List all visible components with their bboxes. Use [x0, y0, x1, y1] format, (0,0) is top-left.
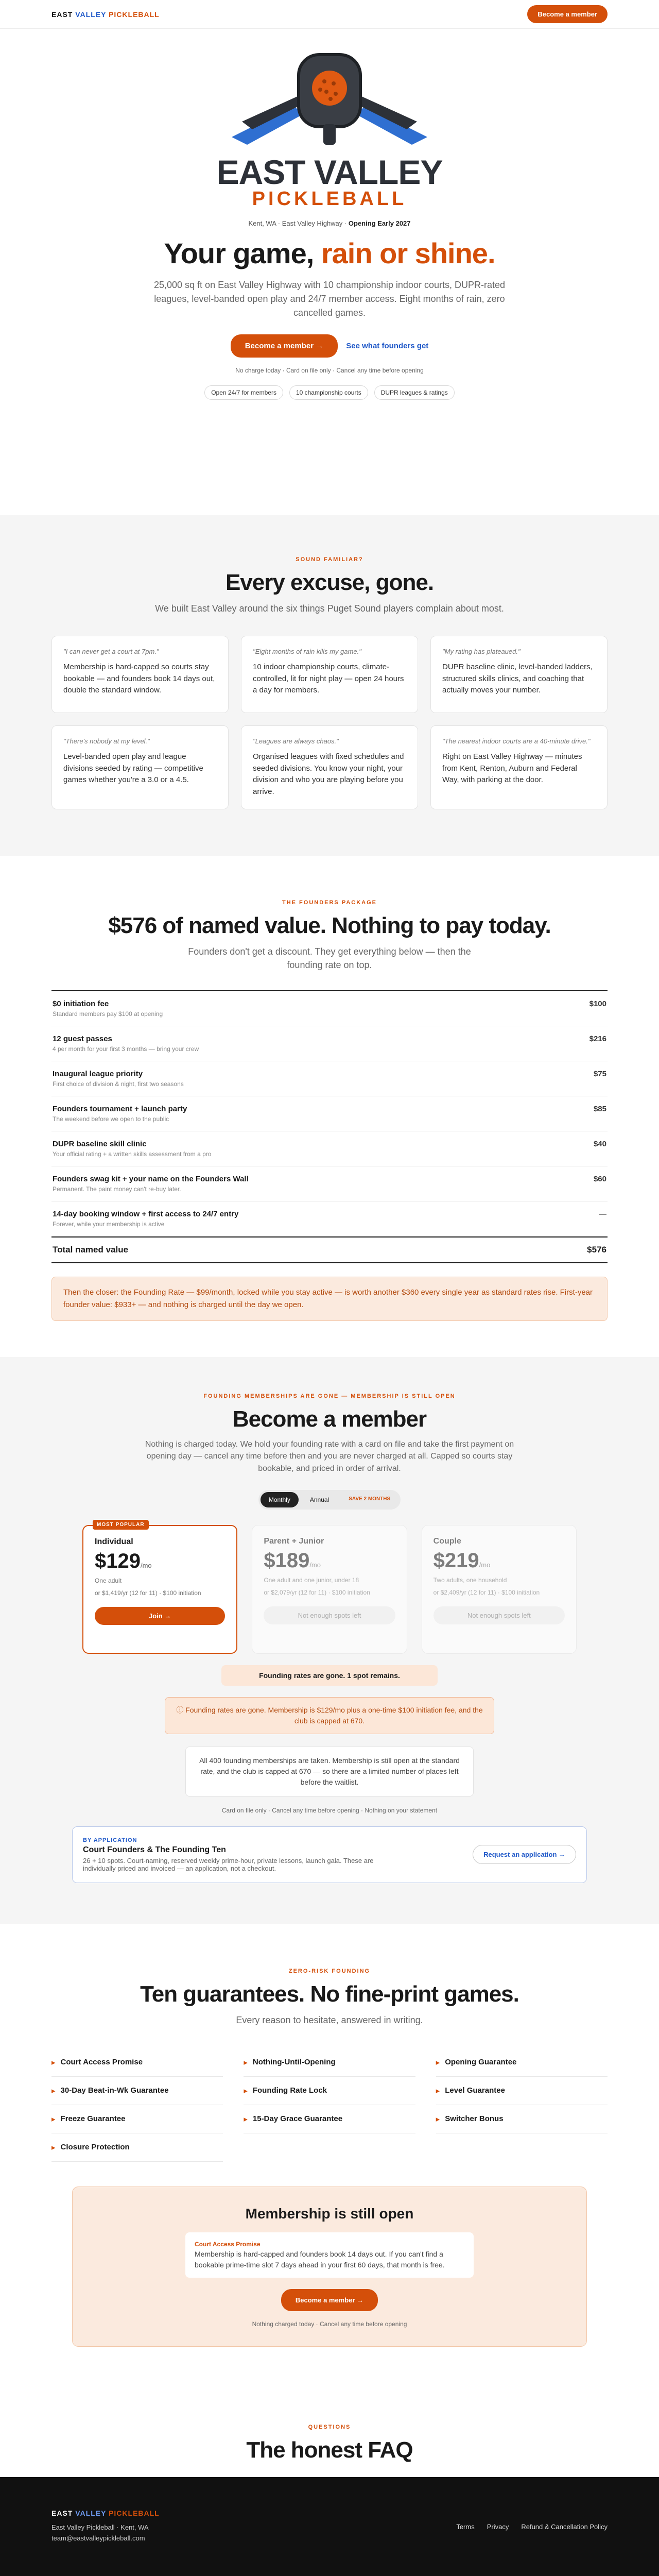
rates-warning [165, 1697, 494, 1734]
promise-text: Membership is hard-capped and founders book 14 days out. If you can't find a bookable prime-time slot 7 days ahead in your first 60 days, that month is free. [195, 2249, 445, 2269]
pain-quote: "The nearest indoor courts are a 40-minute drive." [442, 737, 591, 745]
table-row [51, 1201, 608, 1236]
plan-desc: One adult [95, 1577, 122, 1584]
guarantees-title: Ten guarantees. No fine-print games. [140, 1981, 519, 2007]
paddle-logo-icon [201, 49, 458, 152]
toggle-annual[interactable]: Annual [309, 1496, 330, 1503]
pill-courts: 10 championship courts [289, 385, 368, 400]
row-value: $40 [593, 1140, 606, 1149]
hero-meta: Kent, WA · East Valley Highway · Opening Early 2027 [248, 219, 411, 227]
brand-word-pickleball: PICKLEBALL [109, 2509, 160, 2518]
guarantee-item[interactable]: ▸ Opening Guarantee [436, 2048, 608, 2077]
pain-card [51, 636, 229, 713]
guarantee-item[interactable]: ▸ Closure Protection [51, 2133, 223, 2162]
top-nav [0, 0, 659, 29]
row-desc: First choice of division & night, first two seasons [53, 1080, 184, 1088]
pain-card [430, 725, 608, 809]
faq-title: The honest FAQ [246, 2437, 413, 2463]
plan-detail: or $1,419/yr (12 for 11) · $100 initiation [95, 1589, 201, 1597]
most-popular-badge: MOST POPULAR [93, 1520, 149, 1530]
total-label: Total named value [53, 1245, 129, 1255]
membership-foot: Card on file only · Cancel any time before opening · Nothing on your statement [221, 1806, 438, 1814]
row-value: $216 [589, 1035, 606, 1044]
plan-price: $189 [264, 1549, 310, 1572]
meta-street: East Valley Highway [282, 219, 343, 227]
brand-word-valley: VALLEY [75, 2509, 107, 2518]
table-row [51, 1096, 608, 1131]
pain-section [0, 515, 659, 856]
promise-label: Court Access Promise [195, 2240, 261, 2248]
guarantee-item[interactable]: ▸ Freeze Guarantee [51, 2105, 223, 2133]
row-desc: 4 per month for your first 3 months — bring your crew [53, 1045, 199, 1053]
plan-desc: Two adults, one household [433, 1576, 507, 1584]
pain-answer: Membership is hard-capped so courts stay bookable — and founders book 14 days out, double the standard window. [63, 663, 215, 695]
row-title: 14-day booking window + first access to 24/7 entry [53, 1210, 239, 1219]
hero-reassurance: No charge today · Card on file only · Cancel any time before opening [235, 367, 424, 374]
hero-lead: 25,000 sq ft on East Valley Highway with 10 championship indoor courts, DUPR-rated leagues, level-banded open play and 24/7 member access. Eight months of rain, zero cancelled games. [153, 280, 505, 318]
row-value: $85 [593, 1105, 606, 1114]
guarantees-section [0, 1924, 659, 2383]
row-desc: Your official rating + a written skills assessment from a pro [53, 1150, 212, 1158]
pill-dupr: DUPR leagues & ratings [374, 385, 455, 400]
row-title: DUPR baseline skill clinic [53, 1140, 147, 1149]
plan-card-parent-junior [252, 1525, 407, 1654]
pain-eyebrow: SOUND FAMILIAR? [296, 556, 363, 563]
application-card [72, 1826, 587, 1883]
table-total [51, 1236, 608, 1263]
see-founders-link[interactable]: See what founders get [346, 342, 429, 350]
guarantee-foot: Nothing charged today · Cancel any time before opening [252, 2320, 407, 2328]
info-icon: ⓘ [176, 1705, 186, 1714]
logo-subtitle: PICKLEBALL [252, 188, 407, 210]
row-desc: Forever, while your membership is active [53, 1221, 165, 1228]
row-value: $60 [593, 1175, 606, 1184]
guarantee-item[interactable]: ▸ Switcher Bonus [436, 2105, 608, 2133]
plan-card-couple [422, 1525, 577, 1654]
row-desc: Permanent. The paint money can't re-buy later. [53, 1185, 181, 1193]
apply-label: BY APPLICATION [83, 1837, 137, 1843]
logo-wordmark: EAST VALLEY [216, 153, 443, 191]
row-title: Founders tournament + launch party [53, 1105, 187, 1114]
row-title: $0 initiation fee [53, 999, 109, 1009]
closer-note: Then the closer: the Founding Rate — $99/month, locked while you stay active — is worth another $360 every single year as standard rates rise. First-year founder value: $933+ — and nothing is charged until the day we open. [51, 1277, 608, 1321]
plan-card-individual[interactable] [82, 1521, 237, 1654]
guarantee-item[interactable]: ▸ Court Access Promise [51, 2048, 223, 2077]
membership-section [0, 1357, 659, 1924]
row-desc: Standard members pay $100 at opening [53, 1010, 163, 1018]
guarantee-become-member-button[interactable]: Become a member → [281, 2289, 378, 2311]
hero-title-a: Your game, [164, 237, 314, 269]
value-table [51, 990, 608, 1263]
join-individual-button[interactable]: Join → [95, 1607, 225, 1625]
pain-answer: DUPR baseline clinic, level-banded ladders, structured skills clinics, and coaching that actually moves your number. [442, 663, 593, 695]
membership-title: Become a member [232, 1406, 427, 1432]
warning-text: Founding rates are gone. Membership is $129/mo plus a one-time $100 initiation fee, and the club is capped at 670. [185, 1705, 483, 1725]
row-desc: The weekend before we open to the public [53, 1115, 169, 1123]
row-title: 12 guest passes [53, 1035, 112, 1044]
footer-address: East Valley Pickleball · Kent, WA [51, 2523, 149, 2532]
brand-word-valley: VALLEY [75, 10, 107, 19]
membership-sub: Nothing is charged today. We hold your founding rate with a card on file and take the first payment on opening day — cancel any time before then and you are never charged at all. Capped so courts stay bookable, and priced in order of arrival. [145, 1440, 514, 1473]
guarantee-item[interactable]: ▸ Level Guarantee [436, 2077, 608, 2105]
faq-eyebrow: QUESTIONS [308, 2424, 351, 2430]
pain-sub: We built East Valley around the six things Puget Sound players complain about most. [155, 603, 504, 614]
row-value: — [599, 1210, 606, 1219]
plan-price: $219 [433, 1549, 479, 1572]
table-row [51, 1166, 608, 1201]
club-logo [201, 49, 458, 210]
pain-card [241, 636, 418, 713]
plan-price: $129 [95, 1549, 141, 1572]
footer-link-terms[interactable]: Terms [456, 2522, 475, 2531]
table-row [51, 991, 608, 1026]
annual-save-badge: SAVE 2 MONTHS [349, 1496, 391, 1502]
row-value: $75 [593, 1070, 606, 1079]
row-title: Inaugural league priority [53, 1070, 143, 1079]
hero-pills [0, 385, 659, 400]
meta-opening: Opening Early 2027 [348, 219, 411, 227]
apply-desc: 26 + 10 spots. Court-naming, reserved weekly prime-hour, private lessons, launch gala. These are individually priced and invoiced — an application, not a checkout. [83, 1856, 374, 1872]
guarantee-item[interactable]: ▸ 30-Day Beat-in-Wk Guarantee [51, 2077, 223, 2105]
plan-per: /mo [140, 1561, 152, 1569]
hero-title [0, 236, 659, 270]
founders-section [0, 856, 659, 1357]
toggle-monthly[interactable]: Monthly [261, 1492, 299, 1507]
pain-card [430, 636, 608, 713]
pain-quote: "There's nobody at my level." [63, 737, 150, 745]
brand-word-east: EAST [51, 10, 73, 19]
table-row [51, 1026, 608, 1061]
brand-logo[interactable] [51, 10, 160, 19]
nav-become-member-button[interactable]: Become a member [527, 5, 608, 23]
brand-word-east: EAST [51, 2509, 73, 2518]
plan-name: Parent + Junior [264, 1536, 324, 1546]
row-value: $100 [589, 999, 606, 1009]
guarantee-list [51, 2048, 608, 2162]
brand-word-pickleball: PICKLEBALL [109, 10, 160, 19]
pain-answer: Organised leagues with fixed schedules and seeded divisions. You know your night, your division and who you are playing before you arrive. [253, 752, 404, 796]
waitlist-note: All 400 founding memberships are taken. Membership is still open at the standard rate, and the club is capped at 670 — so there are a limited number of places left before the waitlist. [185, 1747, 474, 1797]
guarantees-sub: Every reason to hesitate, answered in writing. [236, 2014, 423, 2025]
footer-brand[interactable] [51, 2509, 160, 2517]
founders-title: $576 of named value. Nothing to pay today. [108, 913, 551, 939]
hero-title-b: rain or shine. [321, 237, 495, 269]
pain-answer: Right on East Valley Highway — minutes from Kent, Renton, Auburn and Federal Way, with parking at the door. [442, 752, 582, 785]
guarantees-eyebrow: ZERO-RISK FOUNDING [288, 1968, 371, 1974]
still-open-box [72, 2187, 587, 2347]
footer-email[interactable]: team@eastvalleypickleball.com [51, 2534, 145, 2542]
pain-card [51, 725, 229, 809]
footer-link-privacy[interactable]: Privacy [487, 2522, 509, 2531]
plan-detail: or $2,079/yr (12 for 11) · $100 initiation [264, 1588, 370, 1596]
guarantee-item[interactable]: ▸ 15-Day Grace Guarantee [244, 2105, 415, 2133]
plan-per: /mo [479, 1561, 491, 1569]
footer-link-refund[interactable]: Refund & Cancellation Policy [521, 2522, 608, 2531]
table-row [51, 1131, 608, 1166]
promise-card [185, 2232, 474, 2278]
guarantee-item[interactable]: ▸ Founding Rate Lock [244, 2077, 415, 2105]
billing-toggle[interactable] [258, 1490, 401, 1510]
pain-card [241, 725, 418, 809]
pain-answer: Level-banded open play and league divisions seeded by rating — competitive games whether you're a 3.0 or a 4.5. [63, 752, 203, 785]
request-application-button[interactable]: Request an application → [473, 1845, 576, 1864]
pain-title: Every excuse, gone. [225, 570, 434, 595]
plan-desc: One adult and one junior, under 18 [264, 1576, 359, 1584]
founders-eyebrow: THE FOUNDERS PACKAGE [282, 900, 377, 906]
meta-location: Kent, WA [248, 219, 276, 227]
sold-out-button: Not enough spots left [433, 1606, 565, 1624]
pain-quote: "I can never get a court at 7pm." [63, 648, 159, 656]
plan-name: Individual [95, 1537, 133, 1546]
hero-become-member-button[interactable]: Become a member → [231, 334, 338, 358]
apply-title: Court Founders & The Founding Ten [83, 1845, 226, 1854]
row-title: Founders swag kit + your name on the Founders Wall [53, 1175, 249, 1184]
guarantee-item[interactable]: ▸ Nothing-Until-Opening [244, 2048, 415, 2077]
site-footer [0, 2477, 659, 2576]
membership-eyebrow: FOUNDING MEMBERSHIPS ARE GONE — MEMBERSHIP IS STILL OPEN [203, 1393, 456, 1400]
founders-sub: Founders don't get a discount. They get everything below — then the founding rate on top. [188, 946, 471, 971]
pain-quote: "My rating has plateaued." [442, 648, 521, 656]
plan-per: /mo [309, 1561, 321, 1569]
still-open-title: Membership is still open [245, 2205, 414, 2222]
hero-section [0, 29, 659, 515]
pill-24-7: Open 24/7 for members [204, 385, 283, 400]
spots-remaining-note: Founding rates are gone. 1 spot remains. [221, 1665, 438, 1686]
pain-quote: "Leagues are always chaos." [253, 737, 339, 745]
table-row [51, 1061, 608, 1096]
sold-out-button: Not enough spots left [264, 1606, 395, 1624]
plan-name: Couple [433, 1536, 461, 1546]
total-value: $576 [587, 1245, 606, 1255]
pain-answer: 10 indoor championship courts, climate-controlled, lit for night play — open 24 hours a day for members. [253, 663, 404, 695]
pain-quote: "Eight months of rain kills my game." [253, 648, 361, 656]
plan-detail: or $2,409/yr (12 for 11) · $100 initiation [433, 1588, 540, 1596]
